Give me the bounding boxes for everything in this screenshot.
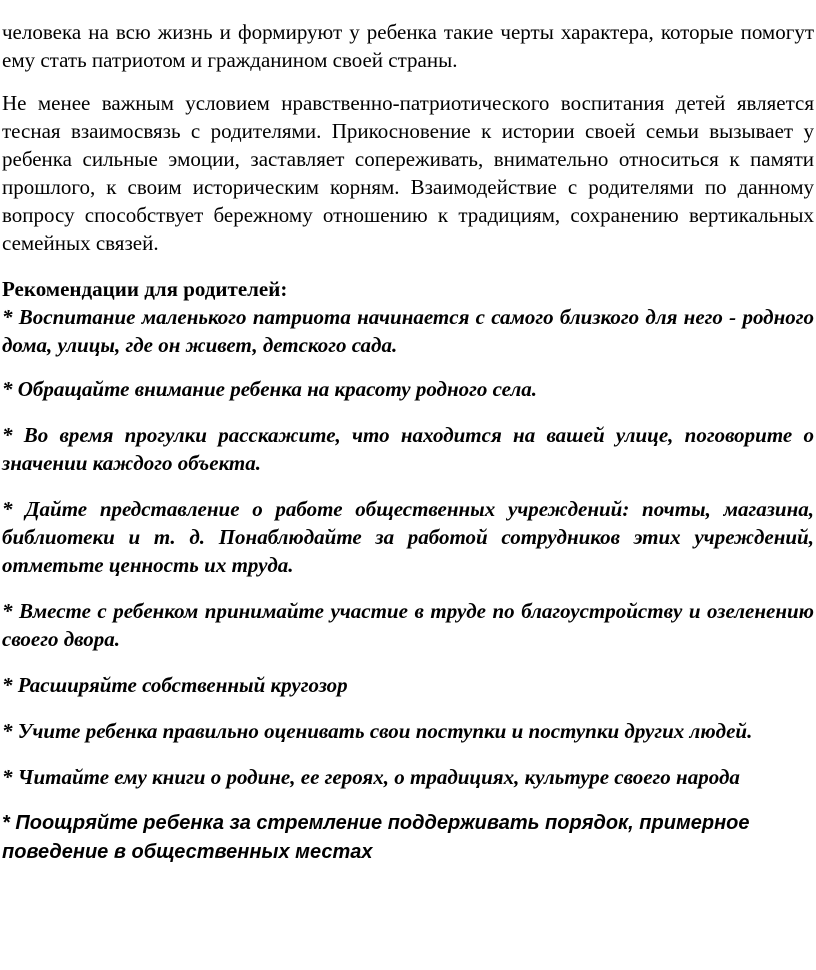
- recommendation-item: * Поощряйте ребенка за стремление поддерживать порядок, примерное поведение в общественных местах: [2, 812, 750, 863]
- recommendation-item: * Учите ребенка правильно оценивать свои поступки и поступки других людей.: [2, 719, 753, 743]
- recommendations-list: [2, 303, 814, 867]
- recommendations-heading: Рекомендации для родителей:: [2, 277, 288, 301]
- recommendation-item: * Вместе с ребенком принимайте участие в труде по благоустройству и озеленению своего двора.: [2, 599, 814, 651]
- paragraph-intro: человека на всю жизнь и формируют у ребенка такие черты характера, которые помогут ему стать патриотом и гражданином своей страны.: [2, 20, 814, 72]
- paragraph-parents: Не менее важным условием нравственно-патриотического воспитания детей является тесная взаимосвязь с родителями. Прикосновение к истории своей семьи вызывает у ребенка сильные эмоции, заставляет сопереживать, внимательно относиться к памяти прошлого, к своим историческим корням. Взаимодействие с родителями по данному вопросу способствует бережному отношению к традициям, сохранению вертикальных семейных связей.: [2, 91, 814, 255]
- recommendation-item: * Читайте ему книги о родине, ее героях, о традициях, культуре своего народа: [2, 765, 740, 789]
- recommendation-item: * Во время прогулки расскажите, что находится на вашей улице, поговорите о значении каждого объекта.: [2, 423, 814, 475]
- recommendation-item: * Воспитание маленького патриота начинается с самого близкого для него - родного дома, улицы, где он живет, детского сада.: [2, 305, 814, 357]
- document-page: [2, 18, 814, 867]
- recommendation-item: * Расширяйте собственный кругозор: [2, 673, 348, 697]
- recommendation-item: * Обращайте внимание ребенка на красоту родного села.: [2, 377, 537, 401]
- recommendation-item: * Дайте представление о работе общественных учреждений: почты, магазина, библиотеки и т. д. Понаблюдайте за работой сотрудников этих учреждений, отметьте ценность их труда.: [2, 497, 814, 577]
